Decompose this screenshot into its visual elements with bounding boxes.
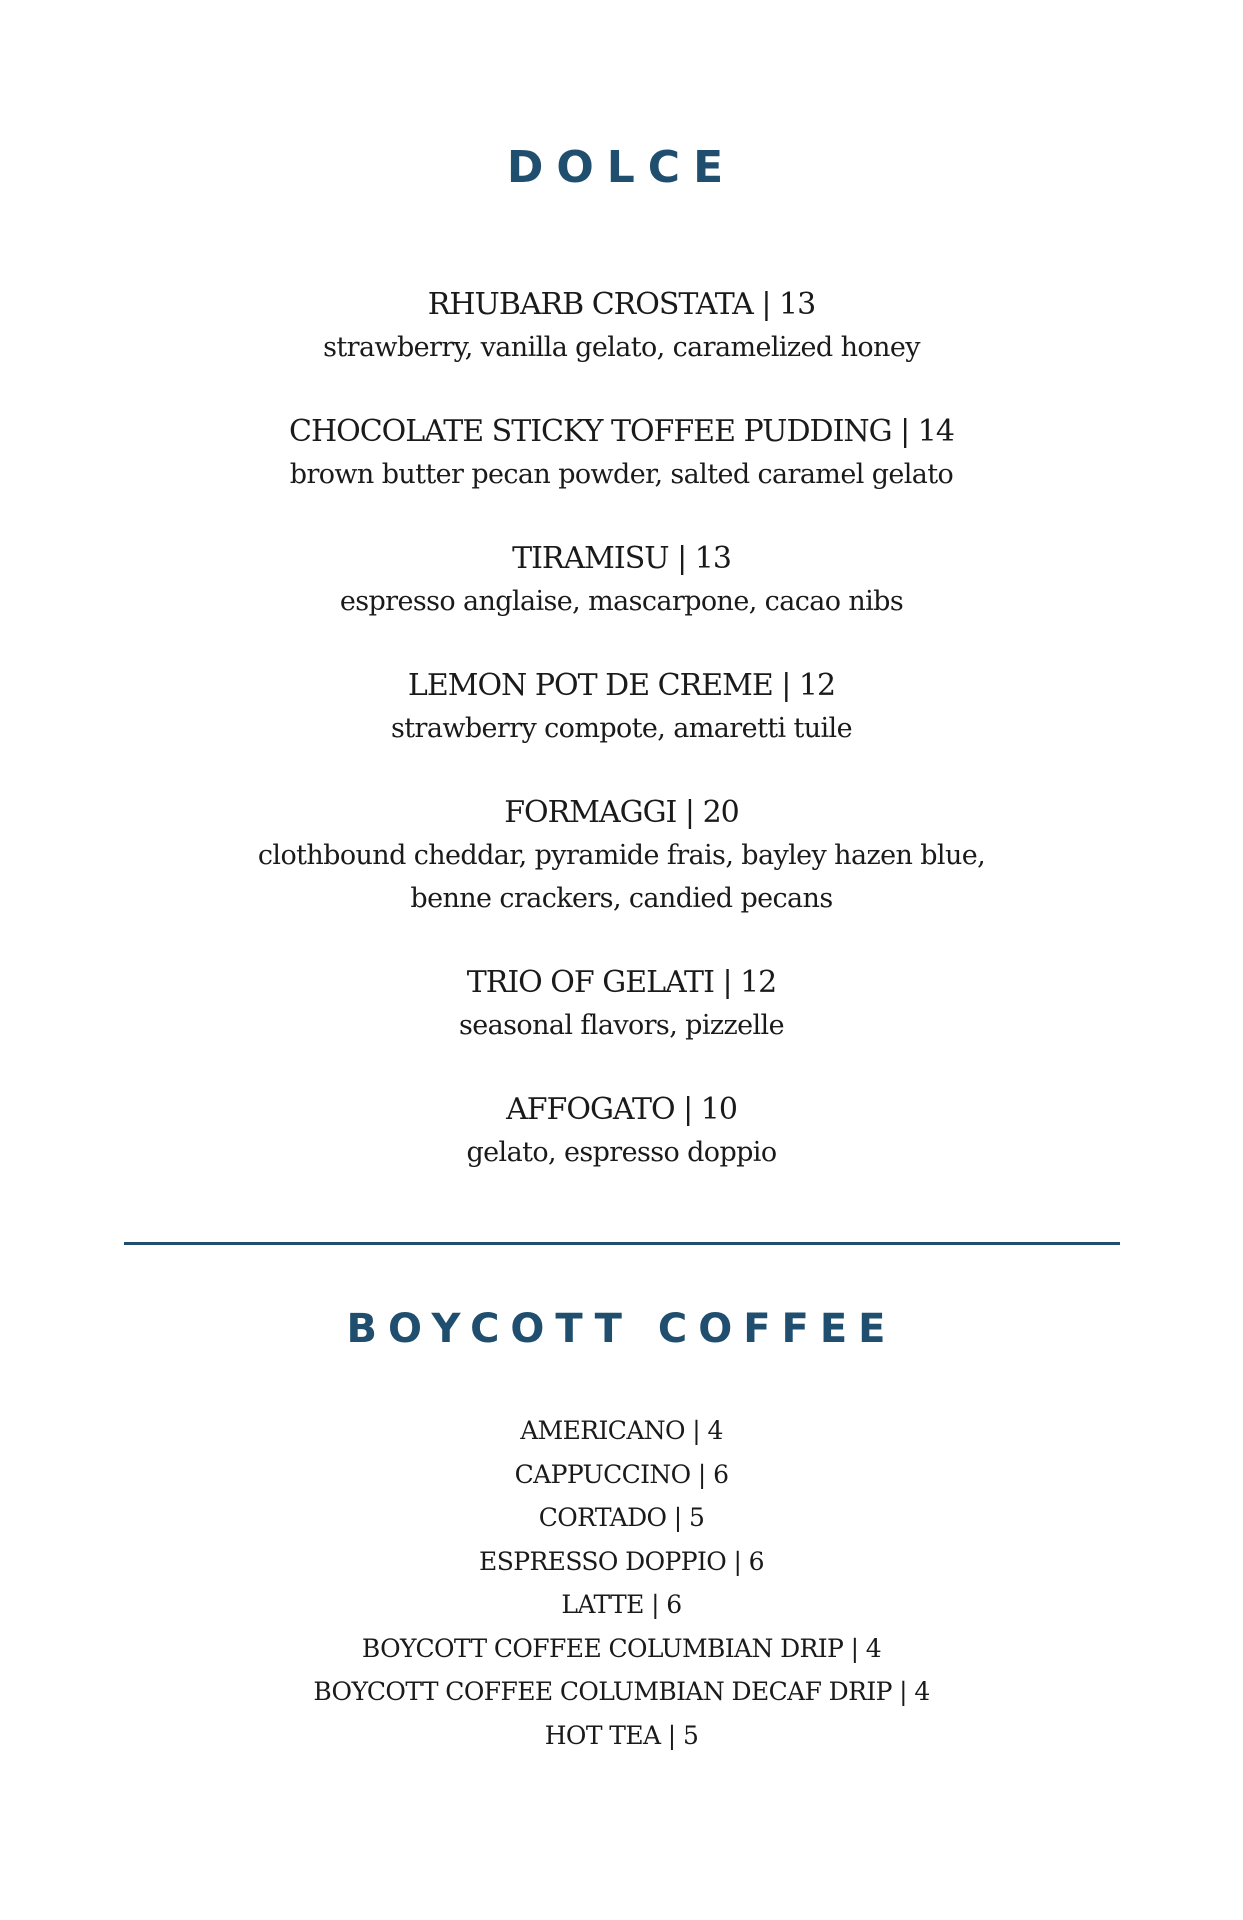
dessert-name: CHOCOLATE STICKY TOFFEE PUDDING | 14 (288, 414, 954, 449)
dessert-description: strawberry, vanilla gelato, caramelized honey (323, 332, 920, 363)
coffee-heading: BOYCOTT COFFEE (346, 1306, 897, 1352)
dessert-description: seasonal flavors, pizzelle (459, 1010, 784, 1041)
coffee-item: LATTE | 6 (561, 1590, 682, 1619)
dessert-name: TIRAMISU | 13 (512, 541, 731, 576)
dessert-item (0, 283, 1243, 369)
dessert-description: espresso anglaise, mascarpone, cacao nibs (339, 586, 904, 617)
dessert-item (0, 537, 1243, 623)
dessert-name: TRIO OF GELATI | 12 (466, 965, 777, 1000)
coffee-item: CORTADO | 5 (538, 1503, 705, 1532)
dessert-item (0, 1088, 1243, 1174)
coffee-list (0, 1409, 1243, 1757)
dessert-name: FORMAGGI | 20 (504, 795, 739, 830)
dessert-item (0, 410, 1243, 496)
section-divider (124, 1242, 1120, 1245)
coffee-item: AMERICANO | 4 (520, 1416, 723, 1445)
coffee-item: ESPRESSO DOPPIO | 6 (479, 1546, 764, 1576)
dessert-item (0, 664, 1243, 750)
coffee-item: BOYCOTT COFFEE COLUMBIAN DECAF DRIP | 4 (313, 1677, 930, 1706)
dessert-name: AFFOGATO | 10 (506, 1092, 737, 1127)
dessert-item (0, 791, 1243, 920)
coffee-item: HOT TEA | 5 (544, 1720, 699, 1750)
dessert-description: clothbound cheddar, pyramide frais, bayley hazen blue, benne crackers, candied pecans (257, 840, 986, 914)
coffee-item: CAPPUCCINO | 6 (514, 1459, 729, 1489)
dessert-name: LEMON POT DE CREME | 12 (407, 668, 836, 703)
dessert-item (0, 961, 1243, 1047)
dessert-description: gelato, espresso doppio (466, 1137, 777, 1168)
dessert-name: RHUBARB CROSTATA | 13 (427, 287, 816, 322)
dessert-description: brown butter pecan powder, salted caramel gelato (289, 459, 954, 490)
dolce-heading: DOLCE (506, 142, 737, 193)
coffee-item: BOYCOTT COFFEE COLUMBIAN DRIP | 4 (361, 1633, 882, 1663)
dolce-list (0, 283, 1243, 1215)
dessert-description: strawberry compote, amaretti tuile (391, 713, 852, 744)
